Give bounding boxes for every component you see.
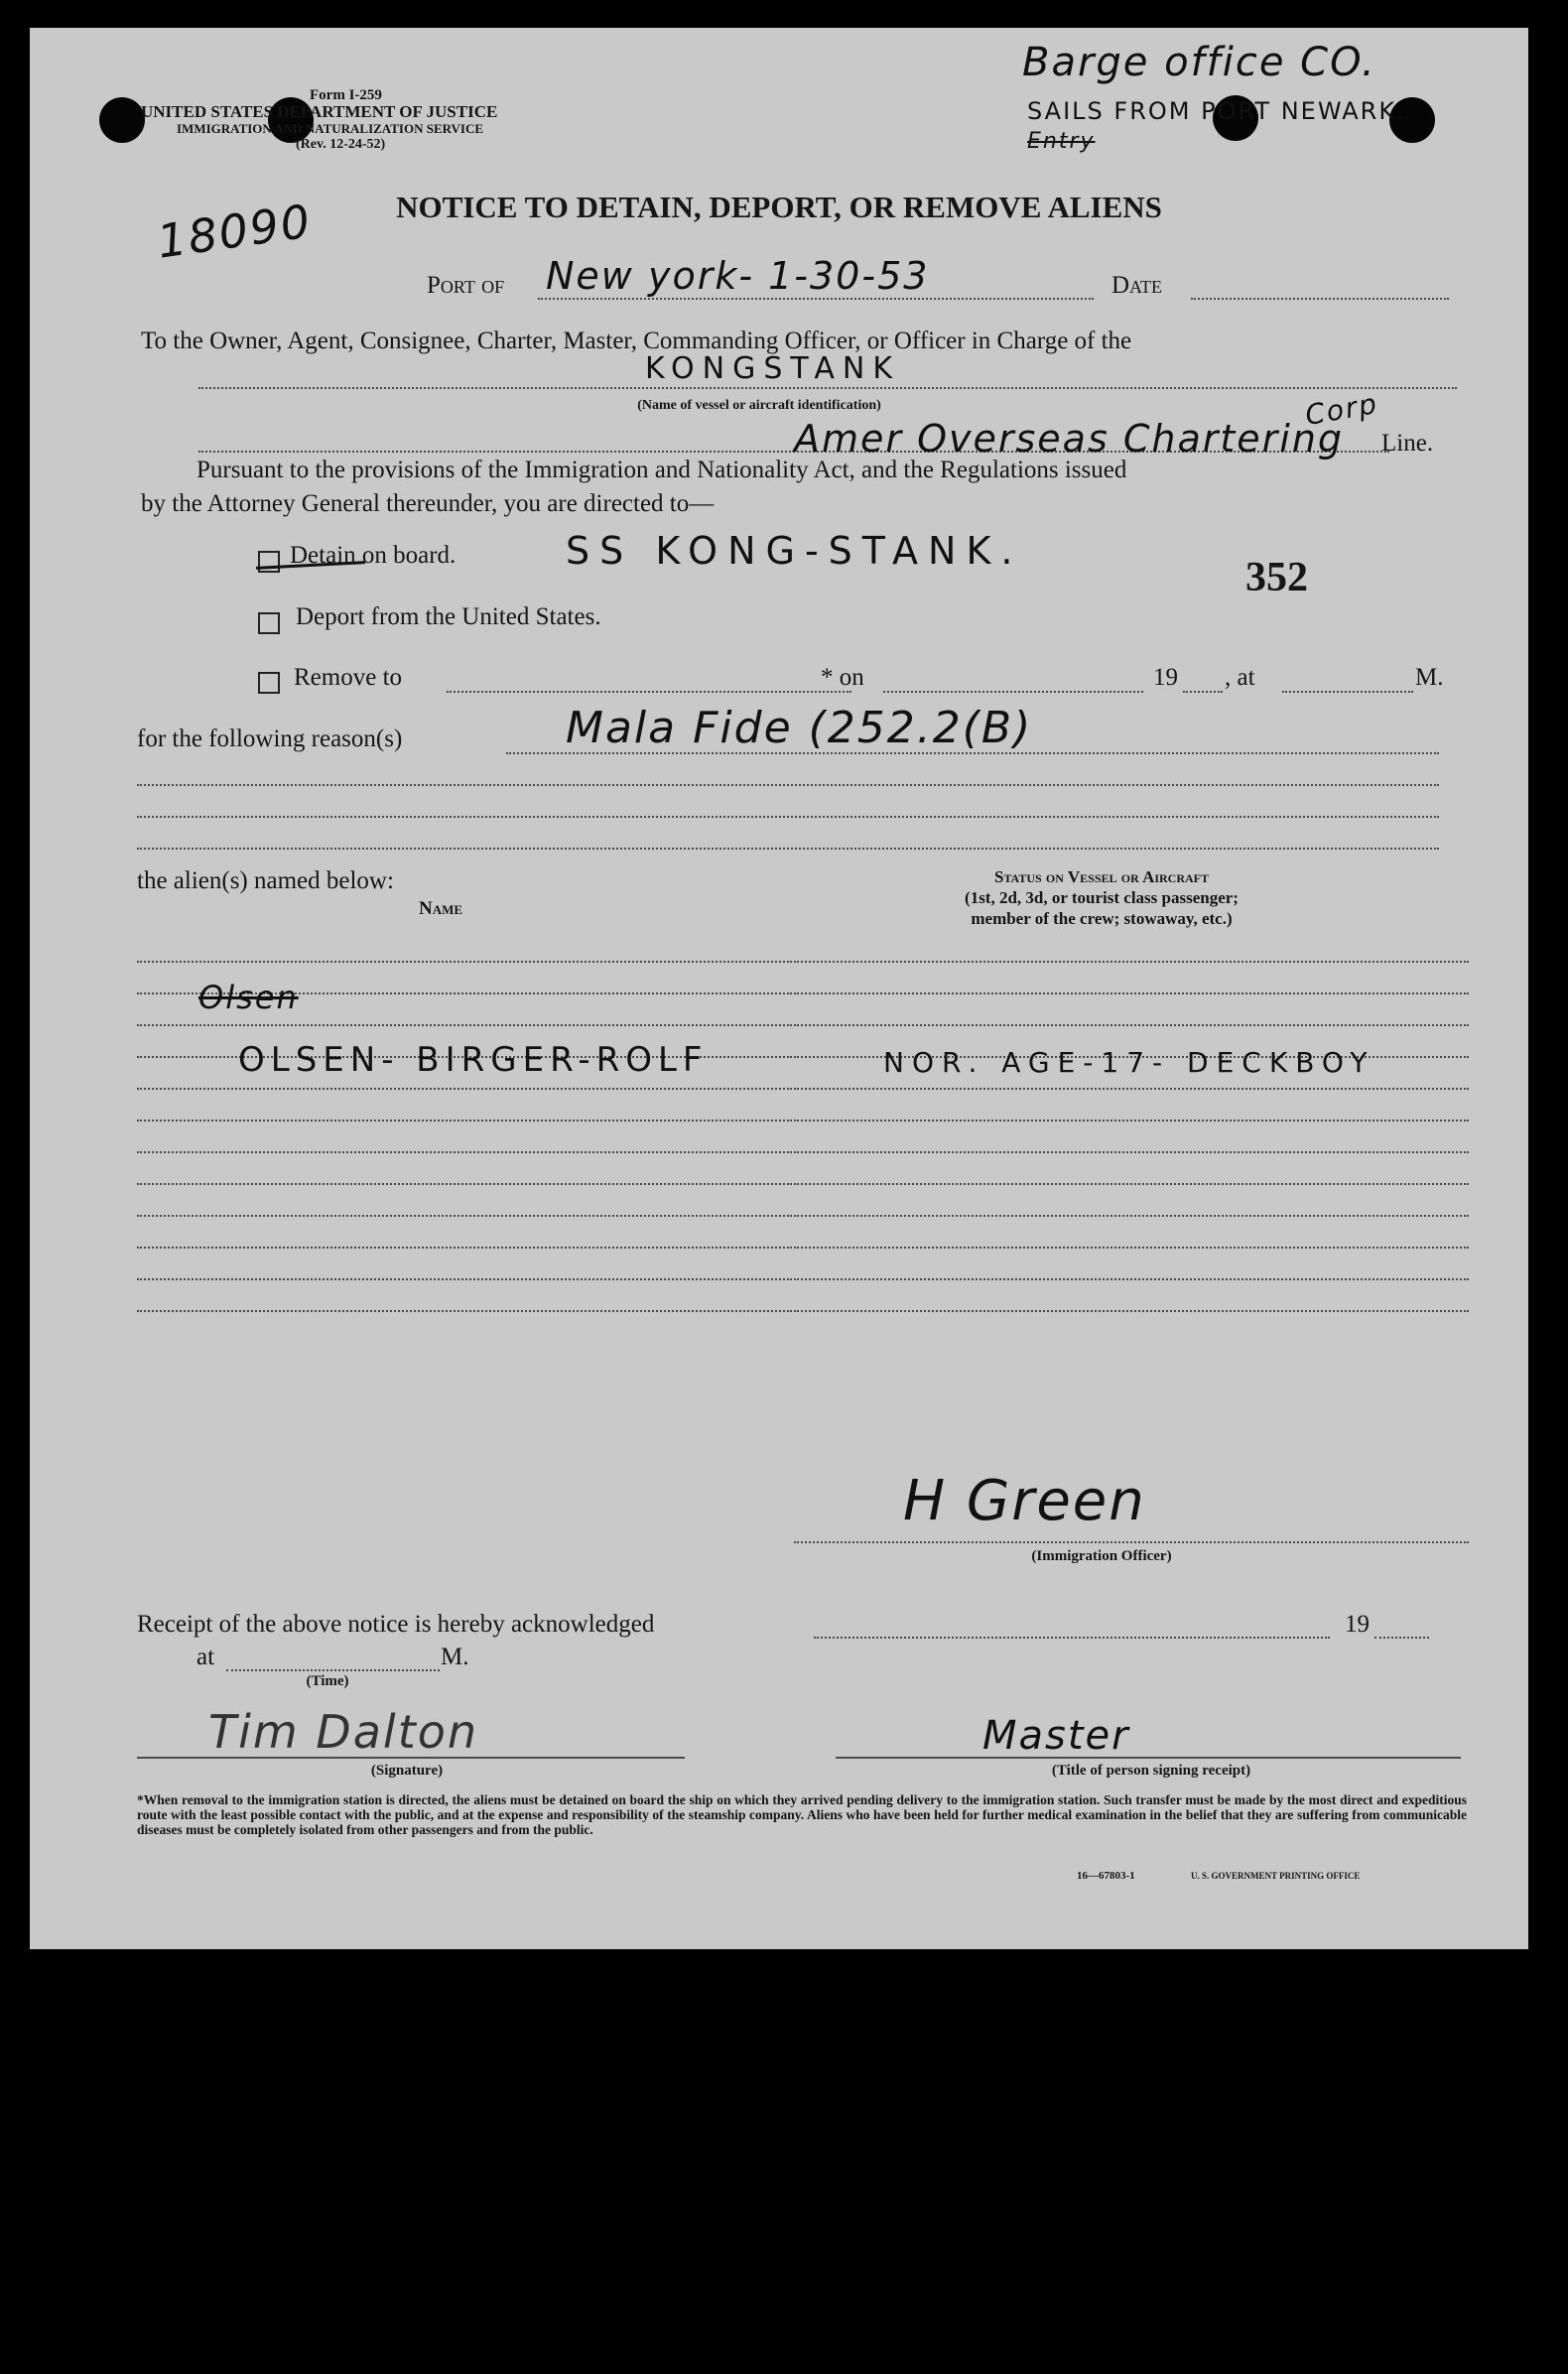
form-page	[30, 28, 1528, 1949]
deport-checkbox[interactable]	[258, 612, 280, 634]
detain-checkbox[interactable]	[258, 551, 280, 573]
handwritten-reason: Mala Fide (252.2(B)	[566, 703, 1033, 753]
name-row-line	[137, 1088, 792, 1090]
name-row-line	[137, 1183, 792, 1185]
name-row-line	[137, 1120, 792, 1121]
form-title: NOTICE TO DETAIN, DEPORT, OR REMOVE ALIENS	[396, 190, 1162, 224]
receipt-title-line	[836, 1757, 1461, 1759]
handwritten-sailing-note: SAILS FROM PORT NEWARK.	[1027, 97, 1406, 125]
officer-signature-line	[794, 1541, 1469, 1543]
remove-year-line	[1183, 691, 1223, 693]
aliens-label: the alien(s) named below:	[137, 867, 394, 894]
date-label: Date	[1111, 272, 1163, 299]
handwritten-vessel-name: KONGSTANK	[645, 351, 901, 386]
handwritten-officer-signature: H Green	[903, 1469, 1146, 1533]
name-row-line	[137, 1247, 792, 1249]
status-row-line	[794, 1310, 1469, 1312]
handwritten-line-company-extra: Corp	[1302, 386, 1381, 433]
vessel-line	[198, 387, 1457, 389]
receipt-date-line	[814, 1637, 1330, 1639]
reason-line-2	[137, 784, 1439, 786]
handwritten-alien-status: NOR. AGE-17- DECKBOY	[883, 1046, 1375, 1079]
handwritten-file-number: 18090	[154, 194, 316, 269]
remove-destination-line	[447, 691, 851, 693]
name-column-header: Name	[419, 898, 463, 919]
status-row-line	[794, 961, 1469, 963]
signature-caption: (Signature)	[370, 1763, 444, 1779]
port-label-text: Port of	[427, 272, 505, 299]
receipt-m-label: M.	[441, 1644, 469, 1670]
line-label: Line.	[1381, 430, 1434, 457]
name-row-line	[137, 1151, 792, 1153]
port-label	[427, 272, 504, 300]
name-row-line	[137, 1310, 792, 1312]
to-owner-text: To the Owner, Agent, Consignee, Charter, Master, Commanding Officer, or Officer in Charge of the	[141, 328, 1132, 354]
handwritten-receipt-signature: Tim Dalton	[208, 1705, 479, 1759]
port-line	[538, 298, 1094, 300]
status-row-line	[794, 1183, 1469, 1185]
receipt-year-label: 19	[1345, 1611, 1370, 1638]
remove-checkbox[interactable]	[258, 672, 280, 694]
pursuant-text-2: by the Attorney General thereunder, you are directed to—	[141, 490, 715, 517]
handwritten-line-company: Amer Overseas Chartering	[794, 417, 1345, 461]
receipt-label: Receipt of the above notice is hereby acknowledged	[137, 1611, 655, 1638]
receipt-at-label: at	[196, 1644, 215, 1670]
handwritten-office-note: Barge office CO.	[1022, 40, 1376, 85]
service-name: IMMIGRATION AND NATURALIZATION SERVICE	[177, 121, 484, 136]
reason-line-4	[137, 848, 1439, 850]
receipt-year-line	[1374, 1637, 1429, 1639]
footnote: *When removal to the immigration station is directed, the aliens must be detained on board the ship on which they arrived pending delivery to the immigration station. Such transfer must be made by the most direct and expeditious route with the least possible contact with the public, and at the expense and responsibility of the steamship company. Aliens who have been held for further medical examination in the belief that they are suffering from communicable diseases must be completely isolated from other passengers and from the public.	[137, 1792, 1467, 1837]
status-row-line	[794, 992, 1469, 994]
vessel-caption: (Name of vessel or aircraft identification)	[637, 398, 881, 413]
date-line	[1191, 298, 1449, 300]
receipt-signature-line	[137, 1757, 685, 1759]
form-revision: (Rev. 12-24-52)	[296, 137, 386, 152]
remove-m-label: M.	[1415, 664, 1444, 691]
handwritten-port: New york- 1-30-53	[546, 254, 930, 298]
status-row-line	[794, 1120, 1469, 1121]
officer-caption: (Immigration Officer)	[1031, 1548, 1172, 1564]
handwritten-alien-name: OLSEN- BIRGER-ROLF	[238, 1040, 709, 1080]
detain-label: Detain on board.	[290, 542, 457, 569]
name-row-line	[137, 1215, 792, 1217]
status-row-line	[794, 1151, 1469, 1153]
status-row-line	[794, 1088, 1469, 1090]
remove-year-label: 19	[1153, 664, 1178, 691]
status-row-line	[794, 1247, 1469, 1249]
status-row-line	[794, 1024, 1469, 1026]
title-caption: (Title of person signing receipt)	[1051, 1763, 1251, 1779]
deport-label: Deport from the United States.	[296, 603, 601, 630]
status-row-line	[794, 1215, 1469, 1217]
remove-on-label: * on	[821, 664, 864, 691]
printer-office: U. S. GOVERNMENT PRINTING OFFICE	[1191, 1871, 1361, 1881]
time-caption: (Time)	[306, 1673, 349, 1689]
form-number: Form I-259	[310, 87, 382, 103]
punch-hole-1	[99, 97, 145, 143]
status-header-line-2: (1st, 2d, 3d, or tourist class passenger;	[965, 888, 1239, 907]
remove-date-line	[883, 691, 1143, 693]
remove-time-line	[1282, 691, 1413, 693]
status-row-line	[794, 1278, 1469, 1280]
status-header-line-3: member of the crew; stowaway, etc.)	[971, 909, 1233, 928]
name-row-line	[137, 961, 792, 963]
reason-label: for the following reason(s)	[137, 725, 403, 752]
pursuant-text: Pursuant to the provisions of the Immigration and Nationality Act, and the Regulations issued	[196, 457, 1127, 483]
name-row-line	[137, 1278, 792, 1280]
department-name: UNITED STATES DEPARTMENT OF JUSTICE	[141, 102, 498, 121]
handwritten-detain-detail: SS KONG-STANK.	[566, 529, 1023, 573]
handwritten-struck-word: Entry	[1027, 129, 1096, 154]
remove-at-label: , at	[1225, 664, 1255, 691]
handwritten-receipt-title: Master	[982, 1713, 1130, 1759]
stamp-number: 352	[1245, 555, 1308, 600]
name-row-line	[137, 1024, 792, 1026]
printer-code: 16—67803-1	[1077, 1870, 1135, 1882]
reason-line-3	[137, 816, 1439, 818]
status-header-line-1: Status on Vessel or Aircraft	[993, 867, 1210, 886]
handwritten-struck-name: Olsen	[198, 979, 299, 1016]
remove-label: Remove to	[294, 664, 403, 691]
